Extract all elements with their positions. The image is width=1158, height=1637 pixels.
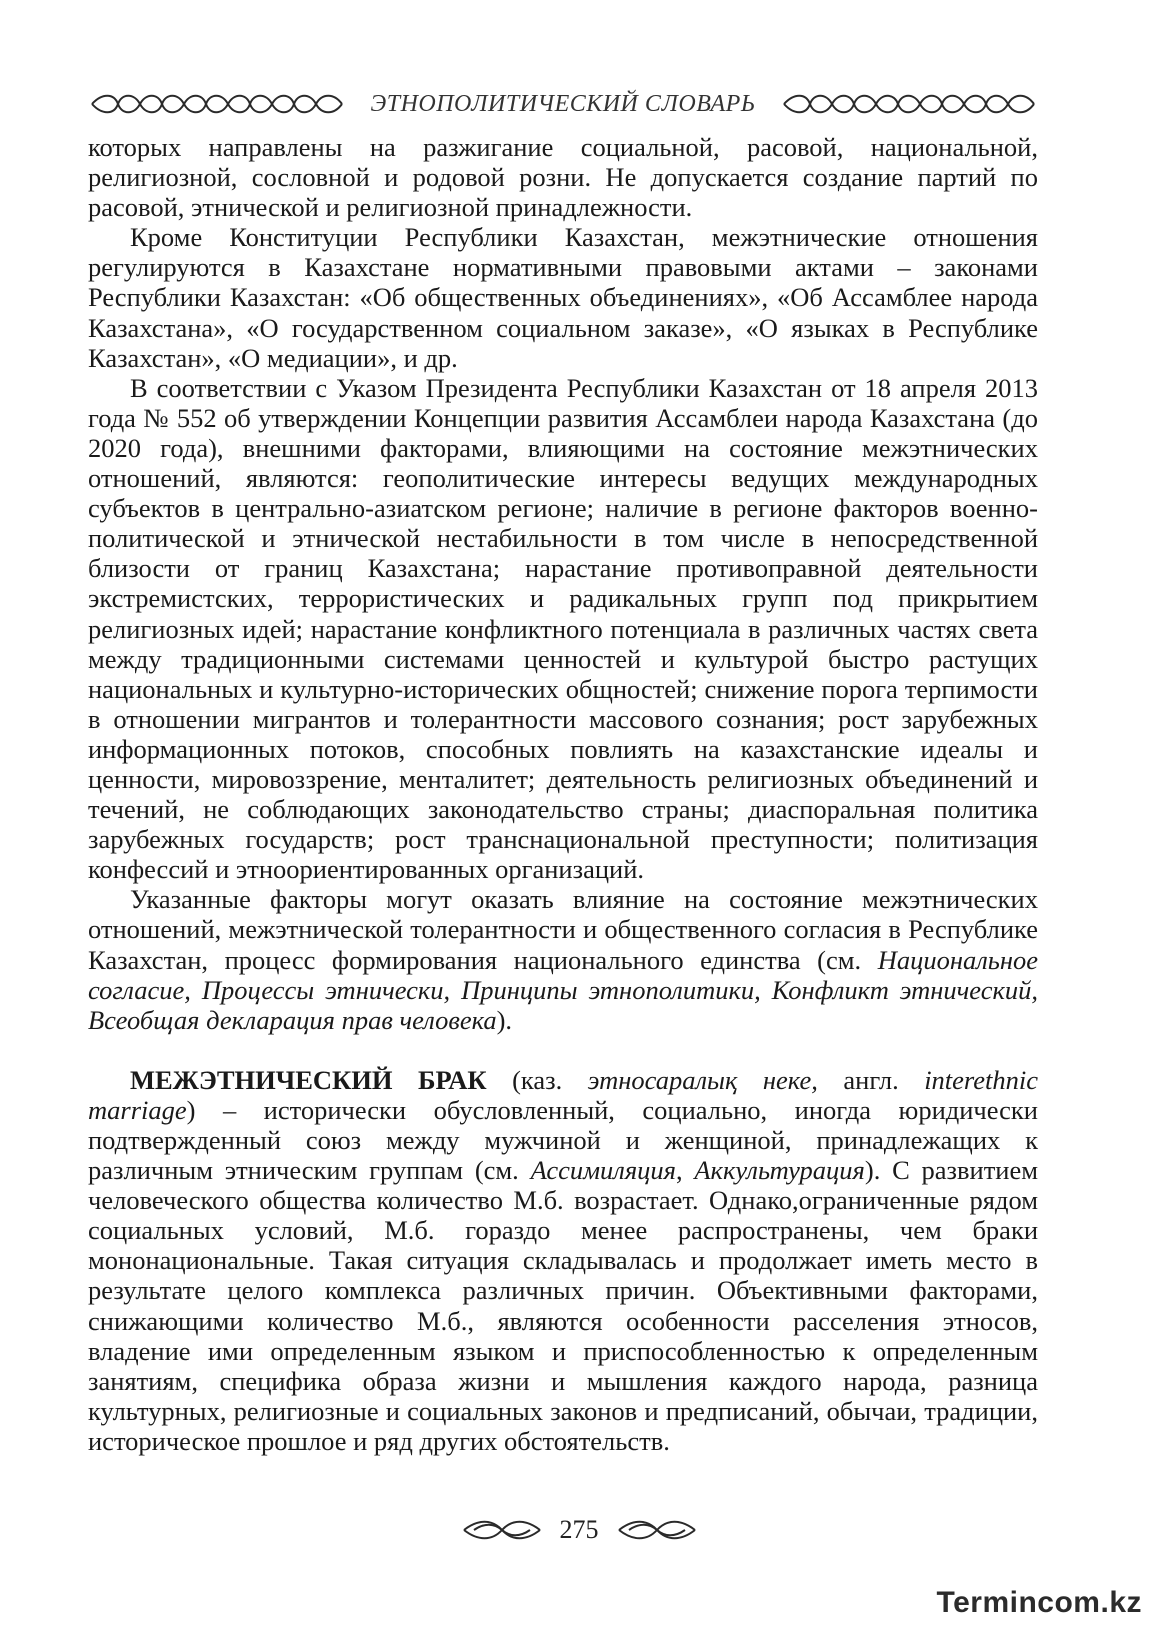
entry-english-term: interethnic marriage <box>88 1064 1039 1125</box>
watermark-text: Termincom.kz <box>936 1586 1142 1619</box>
entry-ref-assimilation: Ассимиляция <box>530 1155 676 1186</box>
entry-text-3: ) – исторически обусловленный, социально, иногда юридически подтвержденный союз между мужчиной и женщиной, принадлежащих к различным этническим группам (см. <box>88 1094 1038 1186</box>
cross-references: Национальное согласие, Процессы этнически, Принципы этнополитики, Конфликт этнический, Всеобщая декларация прав человека <box>88 944 1038 1035</box>
header-title: ЭТНОПОЛИТИЧЕСКИЙ СЛОВАРЬ <box>370 90 756 117</box>
section-spacer <box>88 1035 1038 1065</box>
paragraph-factors: В соответствии с Указом Президента Республики Казахстан от 18 апреля 2013 года № 552 об утверждении Концепции развития Ассамблеи народа Казахстана (до 2020 года), внешними факторами, влияющими на состояние межэтнических отношений, являются: геополитические интересы ведущих международных субъектов в центрально-азиатском регионе; наличие в регионе факторов военно-политической и этнической нестабильности в том числе в непосредственной близости от границ Казахстана; нарастание противоправной деятельности экстремистских, террористических и радикальных групп под прикрытием религиозных идей; нарастание конфликтного потенциала в различных частях света между традиционными системами ценностей и культурой быстро растущих национальных и культурно-исторических общностей; снижение порога терпимости в отношении мигрантов и толерантности массового сознания; рост зарубежных информационных потоков, способных повлиять на казахстанские идеалы и ценности, мировоззрение, менталитет; деятельность религиозных объединений и течений, не соблюдающих законодательство страны; диаспоральная политика зарубежных государств; рост транснациональной преступности; политизация конфессий и этноориентированных организаций. <box>88 372 1038 885</box>
footer-right-ornament-icon <box>617 1517 697 1543</box>
entry-ref-acculturation: Аккультурация <box>694 1155 865 1186</box>
entry-kazakh-term: этносаралық неке, <box>587 1064 818 1095</box>
page-body <box>88 132 1038 1456</box>
page-footer <box>0 1510 1158 1550</box>
influence-end: ). <box>496 1004 513 1035</box>
right-ornament-icon <box>780 91 1038 117</box>
entry-text-2: англ. <box>817 1064 925 1095</box>
entry-text-4: ). С развитием человеческого общества количество М.б. возрастает. Однако,ограниченные рядом социальных условий, М.б. гораздо менее распространены, чем браки мононациональные. Такая ситуация складывалась и продолжает иметь место в результате целого комплекса различных причин. Объективными факторами, снижающими количество М.б., являются особенности расселения этносов, владение ими определенным языком и приспособленностью к определенным занятиям, специфика образа жизни и мышления каждого народа, разница культурных, религиозные и социальных законов и предписаний, обычаи, традиции, историческое прошлое и ряд других обстоятельств. <box>88 1155 1039 1456</box>
entry-text-1: (каз. <box>486 1064 588 1095</box>
page-number: 275 <box>559 1515 599 1544</box>
left-ornament-icon <box>88 91 346 117</box>
running-header <box>88 84 1038 124</box>
paragraph-influence <box>88 884 1038 1034</box>
footer-left-ornament-icon <box>462 1517 542 1543</box>
entry-term: МЕЖЭТНИЧЕСКИЙ БРАК <box>130 1064 487 1095</box>
paragraph-laws: Кроме Конституции Республики Казахстан, межэтнические отношения регулируются в Казахстане нормативными правовыми актами – законами Республики Казахстан: «Об общественных объединениях», «Об Ассамблее народа Казахстана», «О государственном социальном заказе», «О языках в Республике Казахстан», «О медиации», и др. <box>88 222 1038 373</box>
entry-ref-separator: , <box>675 1155 695 1186</box>
influence-text: Указанные факторы могут оказать влияние на состояние межэтнических отношений, межэтнической толерантности и общественного согласия в Республике Казахстан, процесс формирования национального единства (см. <box>88 884 1038 975</box>
paragraph-continuation: которых направлены на разжигание социальной, расовой, национальной, религиозной, сословной и родовой розни. Не допускается создание партий по расовой, этнической и религиозной принадлежности. <box>88 132 1038 223</box>
dictionary-entry <box>88 1065 1038 1456</box>
site-watermark-logo <box>937 1581 1143 1625</box>
